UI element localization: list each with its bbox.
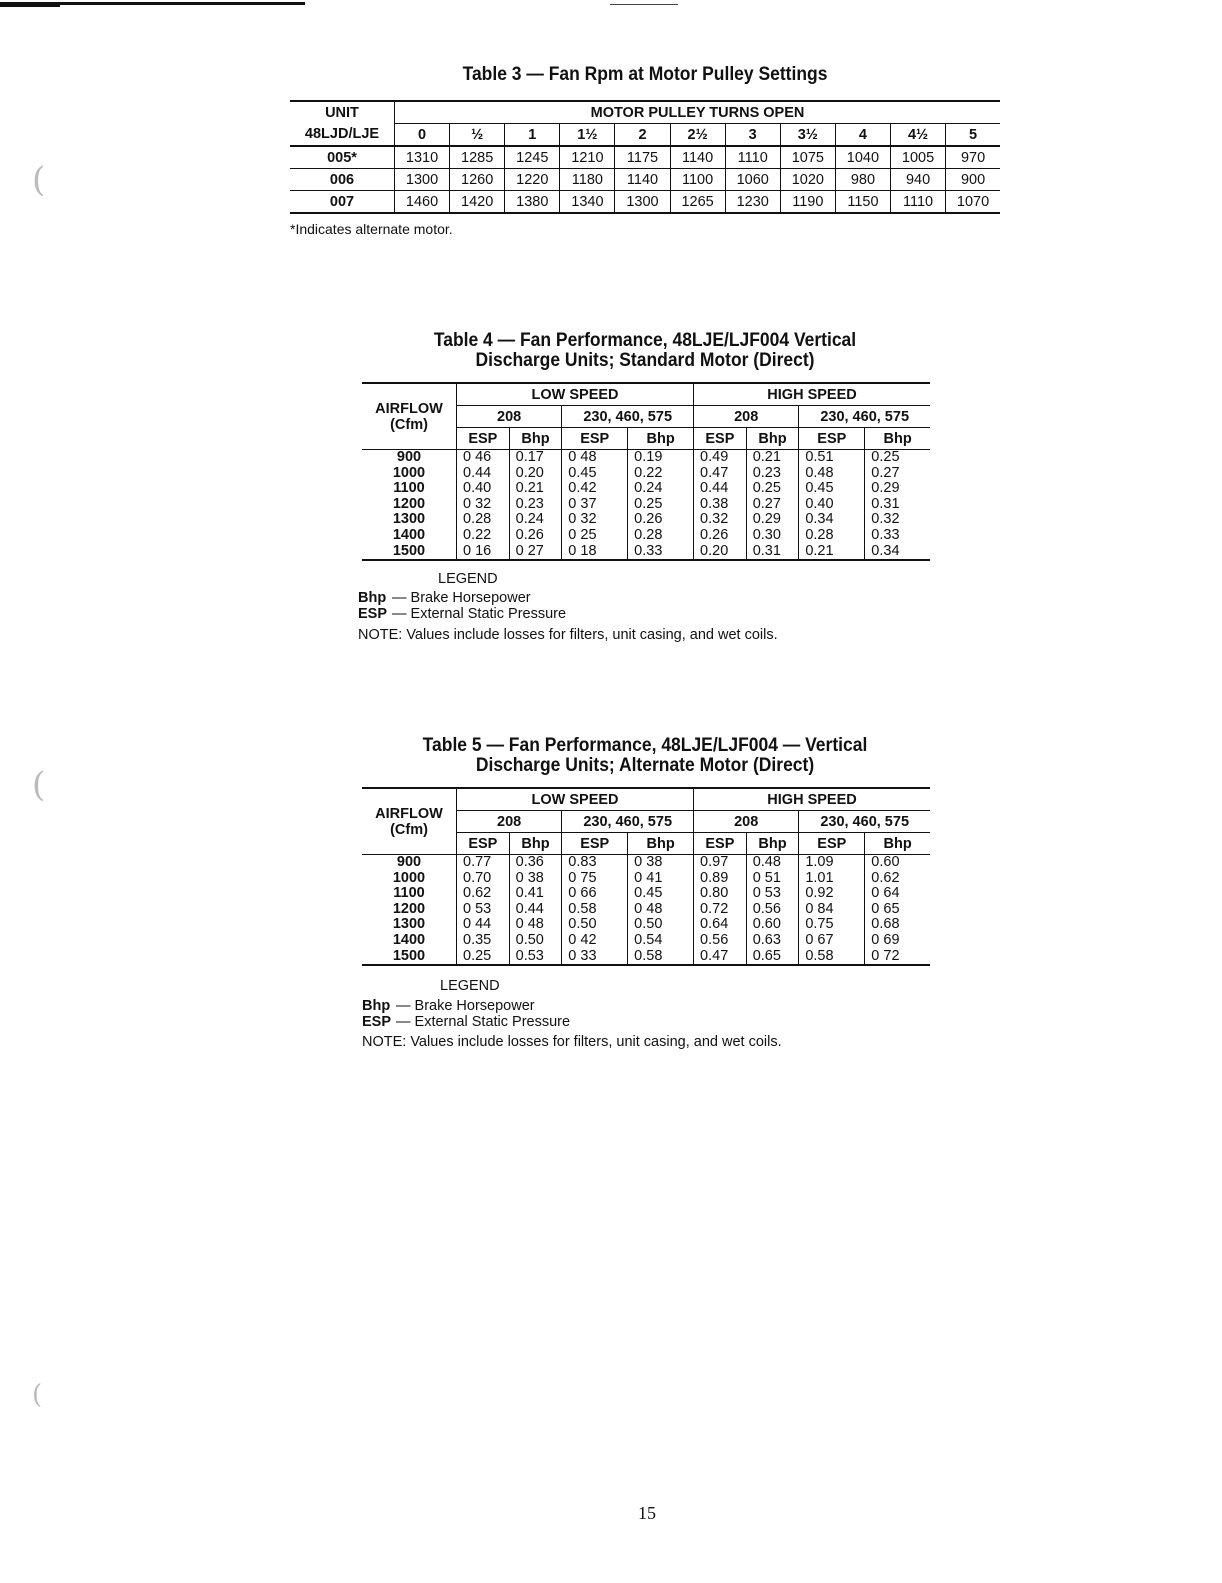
value-cell: 0.33 — [628, 544, 694, 561]
turns-header: 0 — [395, 124, 450, 147]
table5-legend-bhp — [362, 998, 535, 1014]
airflow-header — [362, 383, 457, 450]
unit-header-2: 48LJD/LJE — [290, 124, 395, 147]
value-cell: 0 44 — [463, 916, 492, 933]
table-row — [362, 497, 930, 513]
value-cell: 0.28 — [799, 528, 865, 544]
value-cell: 0.77 — [457, 855, 510, 871]
table-row — [362, 481, 930, 497]
airflow-unit: (Cfm) — [390, 416, 428, 433]
value-cell: 0 25 — [562, 528, 628, 544]
value-cell: 0.34 — [865, 544, 930, 561]
turns-header: 1½ — [560, 124, 615, 147]
value-cell: 0.26 — [694, 528, 747, 544]
table-row — [362, 528, 930, 544]
value-cell: 0.33 — [865, 528, 930, 544]
value-cell: 0.24 — [509, 512, 562, 528]
value-cell: 0.50 — [509, 933, 562, 949]
table4-title-line1: Table 4 — Fan Performance, 48LJE/LJF004 Vertical — [433, 330, 857, 351]
value-cell: 0.20 — [509, 466, 562, 482]
airflow-unit: (Cfm) — [390, 821, 428, 838]
legend-key: ESP — [362, 1014, 392, 1030]
esp-header: ESP — [457, 833, 510, 855]
table-row — [362, 855, 930, 871]
value-cell: 0 64 — [865, 886, 930, 902]
table4-legend-bhp — [358, 590, 531, 606]
esp-header: ESP — [694, 833, 747, 855]
cell: 1070 — [946, 191, 1000, 214]
cell: 1230 — [725, 191, 780, 214]
value-cell: 0.21 — [509, 481, 562, 497]
table5-legend-title: LEGEND — [440, 978, 500, 994]
value-cell: 0.56 — [746, 902, 799, 918]
cell: 1420 — [450, 191, 505, 214]
voltage-208-header: 208 — [694, 811, 799, 833]
value-cell: 0.97 — [694, 855, 747, 871]
unit-header: UNIT — [290, 101, 395, 124]
value-cell: 0 16 — [457, 544, 510, 561]
value-cell: 0.80 — [694, 886, 747, 902]
low-speed-header: LOW SPEED — [457, 383, 694, 406]
airflow-cell: 1300 — [362, 917, 457, 933]
value-cell: 0.25 — [457, 949, 510, 966]
turns-header: 1 — [505, 124, 560, 147]
binding-hole-mark: ( — [32, 160, 46, 200]
value-cell: 0.32 — [694, 512, 747, 528]
legend-key: Bhp — [362, 998, 391, 1014]
airflow-cell: 1200 — [362, 497, 457, 513]
table-row — [362, 466, 930, 482]
airflow-cell: 1000 — [362, 466, 457, 482]
cell: 1140 — [615, 169, 670, 191]
cell: 1060 — [725, 169, 780, 191]
cell: 1110 — [890, 191, 945, 214]
page-number: 15 — [638, 1503, 656, 1523]
value-cell: 0.41 — [509, 886, 562, 902]
value-cell: 0.72 — [694, 902, 747, 918]
value-cell: 0.47 — [694, 949, 747, 966]
value-cell: 0.27 — [865, 466, 930, 482]
value-cell: 0.40 — [463, 480, 492, 497]
table4-legend-title: LEGEND — [438, 571, 498, 587]
value-cell: 0.58 — [562, 902, 628, 918]
cell: 1310 — [395, 146, 450, 169]
cell: 1020 — [780, 169, 835, 191]
esp-header: ESP — [562, 428, 628, 450]
binding-hole-mark: ( — [32, 765, 46, 805]
value-cell: 0 32 — [463, 495, 492, 512]
value-cell: 0.22 — [628, 466, 694, 482]
cell: 940 — [890, 169, 945, 191]
turns-header: 2 — [615, 124, 670, 147]
value-cell: 1.09 — [799, 855, 865, 871]
airflow-cell: 900 — [362, 855, 457, 871]
bhp-header: Bhp — [746, 833, 799, 855]
value-cell: 0.83 — [562, 855, 628, 871]
table4-title-line2: Discharge Units; Standard Motor (Direct) — [475, 350, 815, 371]
value-cell: 0 72 — [865, 949, 930, 966]
value-cell: 0 27 — [509, 544, 562, 561]
value-cell: 0.89 — [694, 871, 747, 887]
esp-header: ESP — [457, 428, 510, 450]
legend-key: ESP — [358, 606, 388, 622]
unit-cell: 007 — [290, 191, 395, 214]
value-cell: 0.75 — [799, 917, 865, 933]
table-row — [290, 146, 1000, 169]
airflow-cell: 1200 — [362, 902, 457, 918]
turns-header: 4½ — [890, 124, 945, 147]
value-cell: 0.63 — [746, 933, 799, 949]
value-cell: 0.45 — [562, 466, 628, 482]
value-cell: 0.21 — [746, 450, 799, 466]
voltage-230-header: 230, 460, 575 — [562, 811, 694, 833]
value-cell: 0.29 — [746, 512, 799, 528]
value-cell: 0.45 — [799, 481, 865, 497]
value-cell: 0 33 — [562, 949, 628, 966]
value-cell: 0 53 — [746, 886, 799, 902]
value-cell: 0.23 — [509, 497, 562, 513]
bhp-header: Bhp — [746, 428, 799, 450]
cell: 1220 — [505, 169, 560, 191]
value-cell: 0 53 — [463, 900, 492, 917]
value-cell: 0 65 — [865, 902, 930, 918]
value-cell: 0.56 — [694, 933, 747, 949]
value-cell: 0.51 — [799, 450, 865, 466]
legend-text: — External Static Pressure — [392, 606, 567, 622]
value-cell: 0 67 — [799, 933, 865, 949]
value-cell: 0.44 — [694, 481, 747, 497]
value-cell: 0.49 — [694, 450, 747, 466]
table5-title-line1: Table 5 — Fan Performance, 48LJE/LJF004 — Vertical — [422, 735, 868, 756]
value-cell: 0.17 — [509, 450, 562, 466]
value-cell: 0.58 — [799, 949, 865, 966]
value-cell: 0.23 — [746, 466, 799, 482]
table-row — [362, 544, 930, 561]
value-cell: 0.45 — [628, 886, 694, 902]
value-cell: 0.26 — [509, 528, 562, 544]
value-cell: 0.28 — [463, 511, 492, 528]
airflow-cell: 1400 — [362, 933, 457, 949]
turns-header: 5 — [946, 124, 1000, 147]
value-cell: 0 66 — [562, 886, 628, 902]
cell: 1190 — [780, 191, 835, 214]
table3 — [290, 100, 1000, 214]
cell: 1075 — [780, 146, 835, 169]
value-cell: 0.31 — [865, 497, 930, 513]
value-cell: 0.60 — [746, 917, 799, 933]
value-cell: 0 37 — [562, 497, 628, 513]
cell: 1100 — [670, 169, 725, 191]
unit-cell: 005* — [290, 146, 395, 169]
bhp-header: Bhp — [509, 833, 562, 855]
value-cell: 0.47 — [694, 466, 747, 482]
table-row — [362, 871, 930, 887]
airflow-label: AIRFLOW — [375, 400, 443, 417]
value-cell: 0.22 — [463, 526, 492, 543]
scan-edge-line-2 — [610, 4, 678, 5]
turns-header: ½ — [450, 124, 505, 147]
bhp-header: Bhp — [509, 428, 562, 450]
cell: 1175 — [615, 146, 670, 169]
cell: 1460 — [395, 191, 450, 214]
cell: 1150 — [835, 191, 890, 214]
table5-note: NOTE: Values include losses for filters, unit casing, and wet coils. — [362, 1034, 782, 1050]
cell: 1040 — [835, 146, 890, 169]
cell: 1260 — [450, 169, 505, 191]
table-row — [290, 169, 1000, 191]
low-speed-header: LOW SPEED — [457, 788, 694, 811]
cell: 1180 — [560, 169, 615, 191]
cell: 1005 — [890, 146, 945, 169]
turns-header: 4 — [835, 124, 890, 147]
value-cell: 0.44 — [463, 464, 492, 481]
table4 — [362, 382, 930, 561]
value-cell: 0.35 — [463, 931, 492, 948]
cell: 1210 — [560, 146, 615, 169]
airflow-label: AIRFLOW — [375, 805, 443, 822]
value-cell: 0.42 — [562, 481, 628, 497]
value-cell: 0.36 — [509, 855, 562, 871]
value-cell: 1.01 — [799, 871, 865, 887]
voltage-208-header: 208 — [457, 811, 562, 833]
esp-header: ESP — [799, 833, 865, 855]
value-cell: 0.70 — [463, 869, 492, 886]
value-cell: 0.25 — [865, 450, 930, 466]
value-cell: 0 48 — [628, 902, 694, 918]
bhp-header: Bhp — [865, 833, 930, 855]
value-cell: 0.30 — [746, 528, 799, 544]
value-cell: 0 48 — [562, 450, 628, 466]
value-cell: 0.44 — [509, 902, 562, 918]
value-cell: 0.19 — [628, 450, 694, 466]
esp-header: ESP — [694, 428, 747, 450]
value-cell: 0.65 — [746, 949, 799, 966]
table5-legend-esp — [362, 1014, 570, 1030]
table3-title: Table 3 — Fan Rpm at Motor Pulley Settings — [462, 64, 828, 85]
value-cell: 0.25 — [746, 481, 799, 497]
bhp-header: Bhp — [865, 428, 930, 450]
value-cell: 0.48 — [746, 855, 799, 871]
table-row — [362, 917, 930, 933]
voltage-230-header: 230, 460, 575 — [562, 406, 694, 428]
table-row — [362, 933, 930, 949]
value-cell: 0.31 — [746, 544, 799, 561]
bhp-header: Bhp — [628, 428, 694, 450]
value-cell: 0 38 — [509, 871, 562, 887]
legend-text: — External Static Pressure — [396, 1014, 571, 1030]
value-cell: 0.50 — [562, 917, 628, 933]
turns-header: 3½ — [780, 124, 835, 147]
value-cell: 0 46 — [457, 450, 510, 466]
legend-text: — Brake Horsepower — [396, 998, 535, 1014]
airflow-cell: 1100 — [362, 481, 457, 497]
value-cell: 0.60 — [865, 855, 930, 871]
cell: 1140 — [670, 146, 725, 169]
turns-header: 2½ — [670, 124, 725, 147]
cell: 980 — [835, 169, 890, 191]
legend-text: — Brake Horsepower — [392, 590, 531, 606]
table-row — [290, 191, 1000, 214]
value-cell: 0.20 — [694, 544, 747, 561]
value-cell: 0 41 — [628, 871, 694, 887]
table-row — [362, 450, 930, 466]
legend-key: Bhp — [358, 590, 387, 606]
value-cell: 0.24 — [628, 481, 694, 497]
esp-header: ESP — [799, 428, 865, 450]
airflow-cell: 1000 — [362, 871, 457, 887]
table3-footnote: *Indicates alternate motor. — [290, 221, 453, 237]
airflow-header — [362, 788, 457, 855]
high-speed-header: HIGH SPEED — [694, 383, 930, 406]
value-cell: 0.53 — [509, 949, 562, 966]
airflow-cell: 1500 — [362, 544, 457, 561]
value-cell: 0.48 — [799, 466, 865, 482]
table-row — [362, 902, 930, 918]
airflow-cell: 1400 — [362, 528, 457, 544]
table-row — [362, 512, 930, 528]
value-cell: 0.50 — [628, 917, 694, 933]
value-cell: 0.26 — [628, 512, 694, 528]
cell: 1300 — [615, 191, 670, 214]
value-cell: 0 69 — [865, 933, 930, 949]
table5 — [362, 787, 930, 966]
value-cell: 0.58 — [628, 949, 694, 966]
table-row — [362, 886, 930, 902]
value-cell: 0 18 — [562, 544, 628, 561]
value-cell: 0.28 — [628, 528, 694, 544]
cell: 1245 — [505, 146, 560, 169]
airflow-cell: 900 — [362, 450, 457, 466]
voltage-230-header: 230, 460, 575 — [799, 406, 930, 428]
cell: 1340 — [560, 191, 615, 214]
binding-hole-mark: ( — [32, 1380, 43, 1410]
value-cell: 0.40 — [799, 497, 865, 513]
value-cell: 0.21 — [799, 544, 865, 561]
table4-legend-esp — [358, 606, 566, 622]
value-cell: 0 51 — [746, 871, 799, 887]
voltage-208-header: 208 — [457, 406, 562, 428]
cell: 970 — [946, 146, 1000, 169]
cell: 1265 — [670, 191, 725, 214]
value-cell: 0.62 — [463, 885, 492, 902]
value-cell: 0.25 — [628, 497, 694, 513]
cell: 1285 — [450, 146, 505, 169]
table5-title-line2: Discharge Units; Alternate Motor (Direct) — [475, 755, 815, 776]
value-cell: 0.92 — [799, 886, 865, 902]
esp-header: ESP — [562, 833, 628, 855]
airflow-cell: 1300 — [362, 512, 457, 528]
airflow-cell: 1500 — [362, 949, 457, 966]
voltage-208-header: 208 — [694, 406, 799, 428]
scan-edge-mark — [0, 2, 60, 7]
turns-header: 3 — [725, 124, 780, 147]
value-cell: 0.29 — [865, 481, 930, 497]
value-cell: 0.32 — [865, 512, 930, 528]
value-cell: 0 42 — [562, 933, 628, 949]
bhp-header: Bhp — [628, 833, 694, 855]
value-cell: 0 38 — [628, 855, 694, 871]
table4-note: NOTE: Values include losses for filters, unit casing, and wet coils. — [358, 627, 778, 643]
value-cell: 0.38 — [694, 497, 747, 513]
value-cell: 0.64 — [694, 917, 747, 933]
group-header: MOTOR PULLEY TURNS OPEN — [395, 101, 1001, 124]
unit-cell: 006 — [290, 169, 395, 191]
value-cell: 0 32 — [562, 512, 628, 528]
value-cell: 0.54 — [628, 933, 694, 949]
cell: 1380 — [505, 191, 560, 214]
value-cell: 0.68 — [865, 917, 930, 933]
value-cell: 0 84 — [799, 902, 865, 918]
value-cell: 0.27 — [746, 497, 799, 513]
value-cell: 0.62 — [865, 871, 930, 887]
value-cell: 0.34 — [799, 512, 865, 528]
voltage-230-header: 230, 460, 575 — [799, 811, 930, 833]
airflow-cell: 1100 — [362, 886, 457, 902]
value-cell: 0 75 — [562, 871, 628, 887]
high-speed-header: HIGH SPEED — [694, 788, 930, 811]
cell: 900 — [946, 169, 1000, 191]
table-row — [362, 949, 930, 966]
value-cell: 0 48 — [509, 917, 562, 933]
cell: 1300 — [395, 169, 450, 191]
cell: 1110 — [725, 146, 780, 169]
